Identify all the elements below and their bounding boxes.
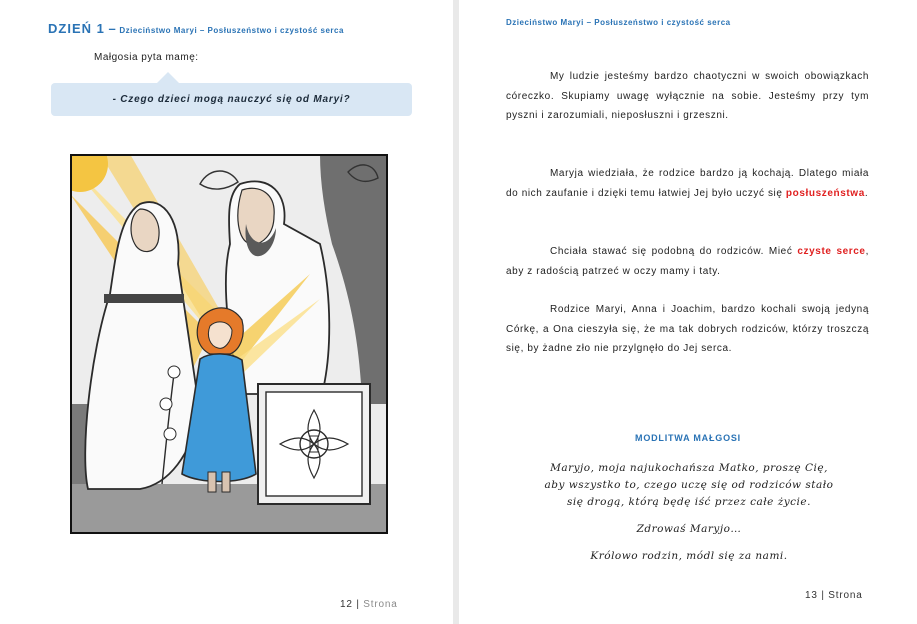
heading-dash: – (104, 21, 120, 36)
right-page (459, 0, 917, 624)
page-number-left (340, 599, 398, 610)
prayer-line: się drogą, którą będę iść przez całe życie. (567, 496, 811, 508)
page-number-word: Strona (363, 599, 398, 610)
prayer-text (514, 460, 864, 565)
page-number-separator: | (817, 590, 829, 601)
highlight-pure-heart: czyste serce (797, 246, 866, 257)
left-page (0, 0, 453, 624)
paragraph-3 (506, 242, 869, 281)
running-header: Dzieciństwo Maryi – Posłuszeństwo i czystość serca (506, 18, 731, 27)
paragraph-4 (506, 300, 869, 359)
day-label: DZIEŃ 1 (48, 21, 105, 36)
question-text: - Czego dzieci mogą nauczyć się od Maryi? (112, 94, 351, 105)
prayer-gap (514, 538, 864, 548)
page-number-value: 12 (340, 599, 353, 610)
paragraph-1-text: My ludzie jesteśmy bardzo chaotyczni w swoich obowiązkach córeczko. Skupiamy uwagę wyłącznie na sobie. Jesteśmy przy tym pyszni i zarozumiali, nieposłuszni i grzeszni. (506, 71, 869, 121)
prayer-gap (514, 511, 864, 521)
paragraph-3-end: , aby z radością patrzeć w oczy mamy i taty. (506, 246, 869, 277)
prayer-line: Królowo rodzin, módl się za nami. (590, 550, 788, 562)
illustration (70, 154, 388, 534)
paragraph-3-text: Chciała stawać się podobną do rodziców. Mieć (550, 246, 798, 257)
paragraph-2-text: Maryja wiedziała, że rodzice bardzo ją kochają. Dlatego miała do nich zaufanie i dzięki temu łatwiej Jej było uczyć się (506, 168, 869, 199)
prayer-line: Maryjo, moja najukochańsza Matko, proszę Cię, (550, 462, 828, 474)
highlight-obedience: posłuszeństwa (785, 187, 865, 199)
page-number-value: 13 (805, 590, 818, 601)
page-number-right (805, 590, 863, 601)
prayer-line: Zdrowaś Maryjo… (636, 523, 742, 535)
paragraph-1 (506, 67, 869, 126)
prayer-title: MODLITWA MAŁGOSI (635, 433, 741, 443)
chapter-heading (48, 20, 344, 38)
intro-text: Małgosia pyta mamę: (94, 52, 199, 63)
prayer-line: aby wszystko to, czego uczę się od rodziców stało (544, 479, 834, 491)
paragraph-2 (506, 164, 869, 203)
page-number-separator: | (352, 599, 364, 610)
page-number-word: Strona (828, 590, 863, 601)
question-bubble (51, 83, 412, 116)
paragraph-4-text: Rodzice Maryi, Anna i Joachim, bardzo kochali swoją jedyną Córkę, a Ona cieszyła się, że ma tak dobrych rodziców, którzy troszczą się, by żadne zło nie przylgnęło do Jej serca. (506, 304, 869, 354)
paragraph-2-end: . (864, 187, 869, 199)
chapter-subtitle: Dzieciństwo Maryi – Posłuszeństwo i czystość serca (119, 26, 344, 35)
